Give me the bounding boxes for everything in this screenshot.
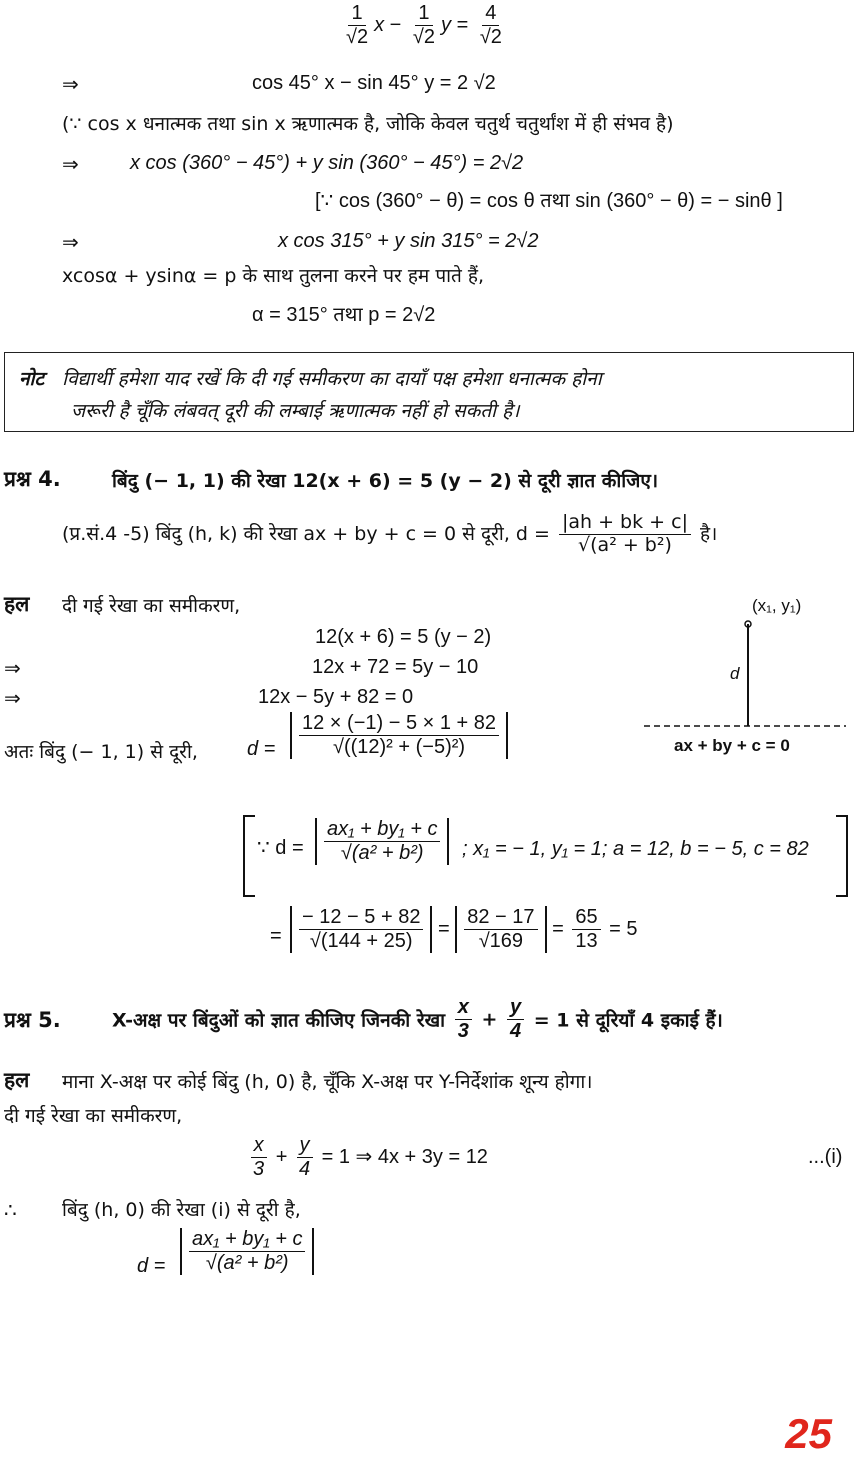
- implies-symbol: ⇒: [62, 232, 79, 254]
- solution-5-intro: दी गई रेखा का समीकरण,: [4, 1105, 183, 1127]
- implies-symbol: ⇒: [62, 154, 79, 176]
- eq-frac1-num: x: [251, 1134, 267, 1158]
- result-1-denominator: √(144 + 25): [309, 930, 413, 952]
- note-label: नोट: [19, 368, 45, 390]
- note-box: [4, 352, 854, 432]
- question-4-hint: [62, 512, 717, 557]
- page-number: 25: [785, 1410, 832, 1457]
- figure-line-label: ax + by + c = 0: [674, 736, 790, 755]
- comparison-line: xcosα + ysinα = p के साथ तुलना करने पर हम पाते हैं,: [62, 265, 485, 287]
- equation-line-2: cos 45° x − sin 45° y = 2 √2: [252, 72, 496, 94]
- implies-symbol: ⇒: [4, 688, 21, 710]
- figure-d-label: d: [730, 664, 740, 683]
- result-1-numerator: − 12 − 5 + 82: [299, 906, 423, 930]
- solution-5-text: माना X-अक्ष पर कोई बिंदु (h, 0) है, चूँकि X-अक्ष पर Y-निर्देशांक शून्य होगा।: [62, 1071, 593, 1093]
- distance-numerator: 12 × (−1) − 5 × 1 + 82: [299, 712, 499, 736]
- result-chain: $\frac{- 12 - 5 + 82}{√(144 + 25)}$ = $\frac{82 - 17}{√169}$ = $\frac{65}{13}$ = 5: [290, 906, 638, 953]
- question-4-text: बिंदु (− 1, 1) की रेखा 12(x + 6) = 5 (y − 2) से दूरी ज्ञात कीजिए।: [112, 470, 659, 492]
- reason-line: (∵ cos x धनात्मक तथा sin x ऋणात्मक है, जोकि केवल चतुर्थ चतुर्थांश में ही संभव है): [62, 113, 674, 135]
- note-line-1: विद्यार्थी हमेशा याद रखें कि दी गई समीकरण का दायाँ पक्ष हमेशा धनात्मक होना: [62, 368, 602, 390]
- hint-suffix: है।: [700, 522, 718, 545]
- final-result: = 5: [609, 917, 638, 940]
- solution-5-equation: [247, 1134, 488, 1181]
- eq-plus: +: [275, 1145, 288, 1168]
- q5-frac2-den: 4: [509, 1020, 522, 1042]
- question-5-text-b: = 1 से दूरियाँ 4 इकाई हैं।: [533, 1009, 723, 1032]
- question-5-text: [112, 996, 723, 1043]
- distance-fraction: [290, 712, 508, 759]
- formula-fraction: [315, 818, 449, 865]
- solution-4-eq2: 12x + 72 = 5y − 10: [312, 656, 479, 678]
- hint-numerator: |ah + bk + c|: [559, 512, 691, 535]
- eq-rhs: = 1 ⇒ 4x + 3y = 12: [321, 1145, 488, 1168]
- distance-prefix: अतः बिंदु (− 1, 1) से दूरी,: [4, 741, 198, 763]
- result-equals: =: [270, 925, 282, 947]
- q5-frac1-den: 3: [457, 1020, 469, 1042]
- solution-4-label: हल: [4, 592, 30, 616]
- hint-denominator: √(a² + b²): [578, 533, 672, 556]
- solution-4-intro: दी गई रेखा का समीकरण,: [62, 595, 241, 617]
- implies-symbol: ⇒: [62, 74, 79, 96]
- eq-frac1-den: 3: [253, 1158, 265, 1180]
- equation-line-1: $\frac{1}{√2}$ x − $\frac{1}{√2}$ y = $\frac{4}{√2}$: [346, 2, 502, 48]
- hint-prefix: (प्र.सं.4 -5) बिंदु (h, k) की रेखा ax + by + c = 0 से दूरी, d =: [62, 522, 550, 545]
- eq-frac2-num: y: [297, 1134, 313, 1158]
- equation-line-4: x cos (360° − 45°) + y sin (360° − 45°) = 2√2: [130, 152, 524, 174]
- result-2-numerator: 82 − 17: [464, 906, 537, 930]
- q5-frac2-num: y: [507, 996, 524, 1020]
- d-equals: d =: [247, 738, 276, 760]
- solution-5-label: हल: [4, 1068, 30, 1092]
- question-4-label: प्रश्न 4.: [4, 467, 61, 491]
- result-line: α = 315° तथा p = 2√2: [252, 304, 436, 326]
- identity-line: [∵ cos (360° − θ) = cos θ तथा sin (360° − θ) = − sinθ ]: [315, 190, 783, 212]
- q5-plus: +: [481, 1008, 498, 1031]
- left-bracket: [243, 815, 255, 897]
- q5-formula-numerator: ax₁ + by₁ + c: [189, 1228, 305, 1252]
- eq-frac2-den: 4: [298, 1158, 311, 1180]
- equation-line-6: x cos 315° + y sin 315° = 2√2: [278, 230, 539, 252]
- distance-denominator: √((12)² + (−5)²): [332, 736, 466, 758]
- formula-numerator: ax₁ + by₁ + c: [324, 818, 440, 842]
- formula-denominator: √(a² + b²): [340, 842, 424, 864]
- result-2-denominator: √169: [478, 930, 524, 952]
- result-3-numerator: 65: [572, 906, 600, 930]
- solution-4-eq1: 12(x + 6) = 5 (y − 2): [315, 626, 492, 648]
- question-5-text-a: X-अक्ष पर बिंदुओं को ज्ञात कीजिए जिनकी रेखा: [112, 1009, 446, 1032]
- q5-formula-fraction: [180, 1228, 314, 1275]
- figure-lines: [640, 618, 850, 730]
- therefore-symbol: ∴: [4, 1200, 17, 1222]
- q5-d-equals: d =: [137, 1255, 166, 1277]
- result-3-denominator: 13: [575, 930, 598, 952]
- equation-tag: ...(i): [808, 1146, 843, 1168]
- question-5-label: प्रश्न 5.: [4, 1008, 61, 1032]
- solution-4-eq3: 12x − 5y + 82 = 0: [258, 686, 414, 708]
- formula-prefix: ∵ d =: [257, 837, 304, 859]
- figure-point-label: (x₁, y₁): [752, 596, 802, 615]
- implies-symbol: ⇒: [4, 658, 21, 680]
- q5-frac1-num: x: [455, 996, 472, 1020]
- formula-values: ; x₁ = − 1, y₁ = 1; a = 12, b = − 5, c = 82: [462, 838, 809, 860]
- right-bracket: [836, 815, 848, 897]
- note-line-2: जरूरी है चूँकि लंबवत् दूरी की लम्बाई ऋणात्मक नहीं हो सकती है।: [71, 400, 520, 422]
- q5-formula-denominator: √(a² + b²): [205, 1252, 289, 1274]
- distance-statement: बिंदु (h, 0) की रेखा (i) से दूरी है,: [62, 1199, 301, 1221]
